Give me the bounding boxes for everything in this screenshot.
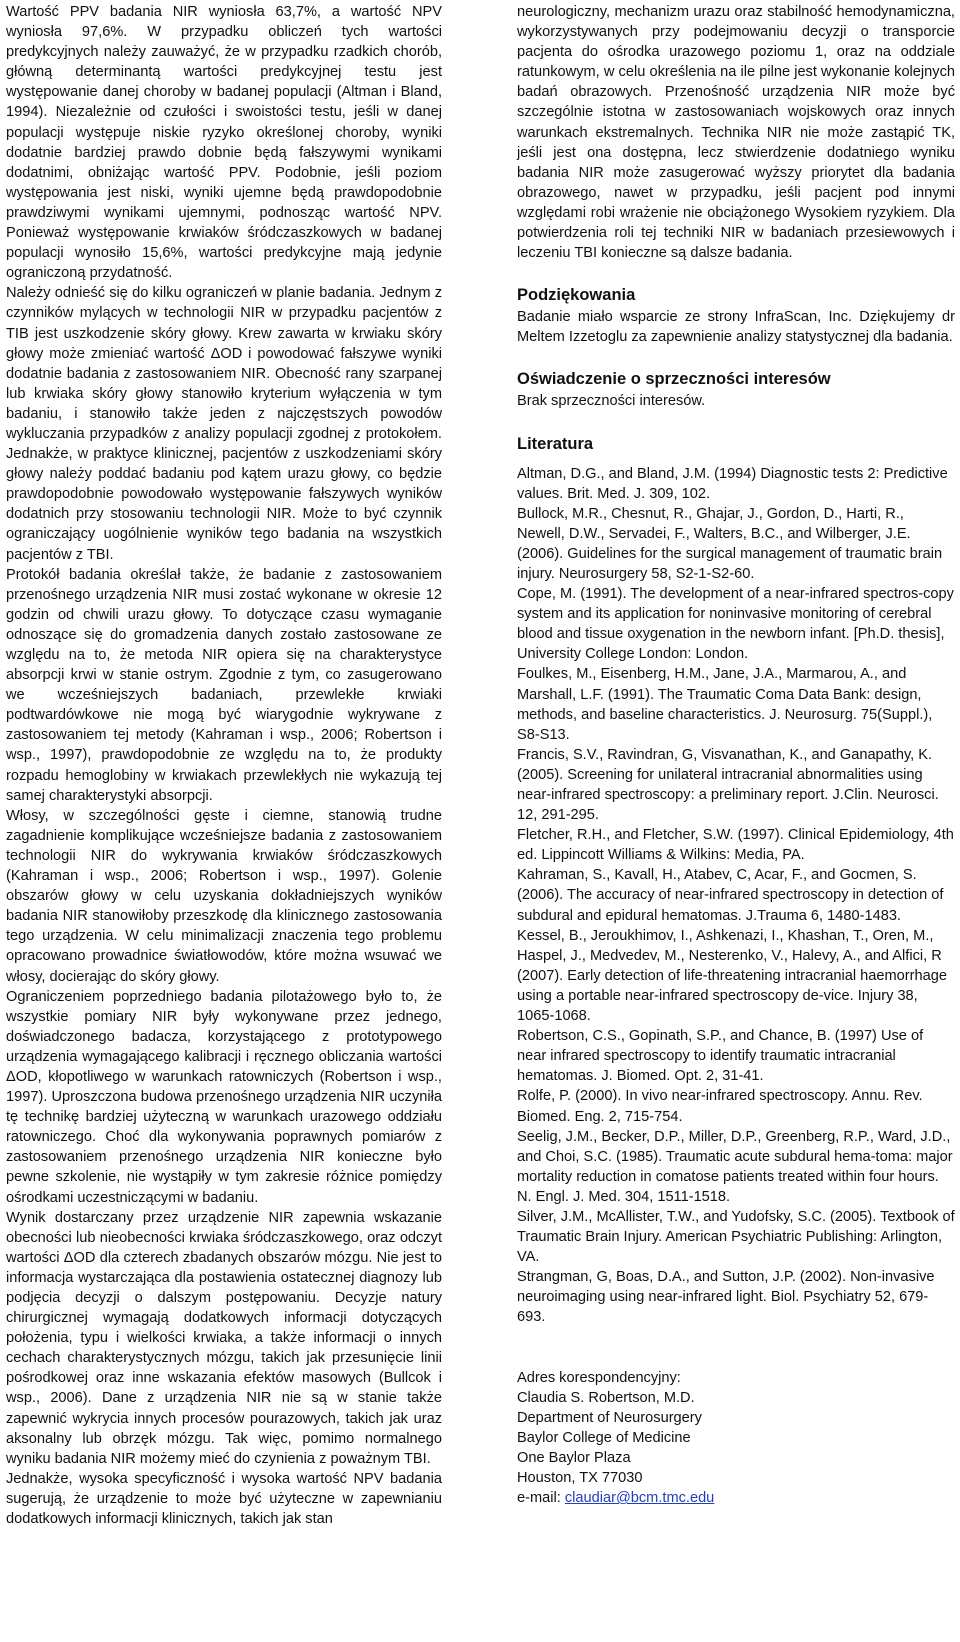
right-column	[517, 2, 955, 1508]
reference-item: Robertson, C.S., Gopinath, S.P., and Chance, B. (1997) Use of near infrared spectroscopy to identify traumatic intracranial hematomas. J. Biomed. Opt. 2, 31-41.	[517, 1028, 924, 1085]
reference-item: Seelig, J.M., Becker, D.P., Miller, D.P., Greenberg, R.P., Ward, J.D., and Choi, S.C. (1985). Traumatic acute subdural hema-toma: major mortality reduction in comatose patients treated within four hours. N. Engl. J. Med. 304, 1511-1518.	[517, 1128, 953, 1205]
body-paragraph: Ograniczeniem poprzedniego badania pilotażowego było to, że wszystkie pomiary NIR były wykonywane przez jednego, doświadczonego badacza, korzystającego z prototypowego urządzenia wymagającego kalibracji i ręcznego obliczania wartości ΔOD, kłopotliwego w warunkach ratowniczych (Robertson i wsp., 1997). Uproszczona budowa przenośnego urządzenia NIR uczyniła tę technikę bardziej użyteczną w warunkach urazowego oddziału ratowniczego. Choć dla wykonywania poprawnych pomiarów z zastosowaniem przenośnego urządzenia NIR konieczne było pewne szkolenie, nie wystąpiły w tym zakresie różnice pomiędzy ośrodkami uczestniczącymi w badaniu.	[6, 988, 442, 1206]
email-label: e-mail:	[517, 1490, 565, 1507]
acknowledgements-heading: Podziękowania	[517, 286, 636, 305]
reference-item: Bullock, M.R., Chesnut, R., Ghajar, J., Gordon, D., Harti, R., Newell, D.W., Servadei, F., Walters, B.C., and Wilberger, J.E. (2006). Guidelines for the surgical management of traumatic brain injury. Neurosurgery 58, S2-1-S2-60.	[517, 505, 943, 582]
body-paragraph: Włosy, w szczególności gęste i ciemne, stanowią trudne zagadnienie komplikujące wcześniejsze badania z zastosowaniem technologii NIR do wykrywania krwiaków śródczaszkowych (Kahraman i wsp., 2006; Robertson i wsp., 1997). Golenie obszarów głowy w celu uzyskania dokładniejszych wyników badania NIR stanowiłoby przeszkodę dla klinicznego zastosowania tego urządzenia. W celu minimalizacji znaczenia tego problemu opracowano prowadnice światłowodów, które można wsuwać we włosy, docierając do skóry głowy.	[6, 807, 442, 985]
reference-item: Kahraman, S., Kavall, H., Atabev, C, Acar, F., and Gocmen, S. (2006). The accuracy of near-infrared spectroscopy in detection of subdural and epidural hematomas. J.Trauma 6, 1480-1483.	[517, 867, 944, 924]
reference-item: Francis, S.V., Ravindran, G, Visvanathan, K., and Ganapathy, K. (2005). Screening for unilateral intracranial abnormalities using near-infrared spectroscopy: a preliminary report. J.Clin. Neurosci. 12, 291-295.	[517, 746, 939, 824]
reference-list	[517, 464, 955, 1328]
address-line: One Baylor Plaza	[517, 1449, 631, 1466]
email-line	[517, 1488, 955, 1508]
body-paragraph: Należy odnieść się do kilku ograniczeń w planie badania. Jednym z czynników mylących w technologii NIR w przypadku pacjentów z TIB jest uszkodzenie skóry głowy. Krew zawarta w krwiaku skóry głowy może zmieniać wartość ΔOD i powodować fałszywe wyniki dodatnie badania z zastosowaniem NIR. Obecność rany szarpanej lub krwiaka skóry głowy stanowiło kryterium wyłączenia w tym badaniu, i stanowiło także jeden z najczęstszych powodów wykluczania przypadków z analizy populacji zgodnej z protokołem. Jednakże, w praktyce klinicznej, pacjentów z uszkodzeniami skóry głowy należy poddać badaniu pod kątem urazu głowy, co będzie prawdopodobnie powodowało występowanie fałszywych wyników dodatnich przy stosowaniu technologii NIR. Może to być czynnik ograniczający uogólnienie wyników tego badania na wszystkich pacjentów z TBI.	[6, 285, 442, 563]
references-heading: Literatura	[517, 434, 594, 453]
reference-item: Fletcher, R.H., and Fletcher, S.W. (1997). Clinical Epidemiology, 4th ed. Lippincott Williams & Wilkins: Media, PA.	[517, 827, 954, 864]
reference-item: Cope, M. (1991). The development of a near-infrared spectros-copy system and its application for noninvasive monitoring of cerebral blood and tissue oxygenation in the newborn infant. [Ph.D. thesis], University College London: London.	[517, 586, 954, 663]
email-link[interactable]: claudiar@bcm.tmc.edu	[564, 1490, 715, 1507]
section-gap	[517, 456, 955, 464]
address-line: Department of Neurosurgery	[517, 1409, 702, 1426]
body-paragraph: Jednakże, wysoka specyficzność i wysoka wartość NPV badania sugerują, że urządzenie to może być użyteczne w zapewnianiu dodatkowych informacji klinicznych, takich jak stan	[6, 1470, 442, 1528]
reference-item: Silver, J.M., McAllister, T.W., and Yudofsky, S.C. (2005). Textbook of Traumatic Brain Injury. American Psychiatric Publishing: Arlington, VA.	[517, 1208, 955, 1266]
conflict-of-interest-heading: Oświadczenie o sprzeczności interesów	[517, 370, 831, 389]
body-paragraph: Wartość PPV badania NIR wyniosła 63,7%, a wartość NPV wyniosła 97,6%. W przypadku obliczeń tych wartości predykcyjnych należy zauważyć, że w przypadku rzadkich chorób, główną determinantą wartości predykcyjnej testu jest występowanie danej choroby w badanej populacji (Altman i Bland, 1994). Niezależnie od czułości i swoistości testu, jeśli w danej populacji występuje niskie ryzyko określonej choroby, wyniki dodatnie bardziej prawdo dobnie będą fałszywymi wynikami dodatnimi, obniżając wartość PPV. Podobnie, jeśli poziom występowania jest niski, wyniki ujemne będą prawdopodobnie prawdziwymi wynikami ujemnymi, podnosząc wartość NPV. Ponieważ występowanie krwiaków śródczaszkowych w badanej populacji wynosiło 15,6%, wartości predykcyjne mają jedynie ograniczoną przydatność.	[6, 4, 442, 282]
body-paragraph: Wynik dostarczany przez urządzenie NIR zapewnia wskazanie obecności lub nieobecności krwiaka śródczaszkowego, oraz odczyt wartości ΔOD dla czterech zbadanych obszarów mózgu. Nie jest to informacja wystarczająca dla postawienia ostatecznej diagnozy lub podjęcia decyzji o dalszym postępowaniu. Decyzje natury chirurgicznej wymagają dodatkowych informacji dotyczących położenia, typu i wielkości krwiaka, a także informacji o innych cechach charakterystycznych mózgu, takich jak przesunięcie linii pośrodkowej oraz inne wskazania efektów masowych (Bullcok i wsp., 2006). Dane z urządzenia NIR nie są w stanie także zapewnić wykrycia innych procesów pourazowych, takich jak uraz aksonalny lub obrzęk mózgu. Tak więc, pomimo normalnego wyniku badania NIR możemy mieć do czynienia z poważnym TBI.	[6, 1209, 442, 1467]
section-gap	[517, 412, 955, 432]
reference-item: Strangman, G, Boas, D.A., and Sutton, J.P. (2002). Non-invasive neuroimaging using near-infrared light. Biol. Psychiatry 52, 679-693.	[517, 1269, 935, 1326]
left-column	[6, 2, 442, 1529]
reference-item: Rolfe, P. (2000). In vivo near-infrared spectroscopy. Annu. Rev. Biomed. Eng. 2, 715-754.	[517, 1088, 923, 1125]
reference-item: Altman, D.G., and Bland, J.M. (1994) Diagnostic tests 2: Predictive values. Brit. Med. J. 309, 102.	[517, 465, 948, 502]
acknowledgements-text: Badanie miało wsparcie ze strony InfraScan, Inc. Dziękujemy dr Meltem Izzetoglu za zapewnienie analizy statystycznej dla badania.	[517, 309, 955, 346]
body-paragraph: neurologiczny, mechanizm urazu oraz stabilność hemodynamiczna, wykorzystywanych przy podejmowaniu decyzji o transporcie pacjenta do ośrodka urazowego poziomu 1, oraz na oddziale ratunkowym, w celu określenia na ile pilne jest wykonanie kolejnych badań obrazowych. Przenośność urządzenia NIR może być szczególnie istotna w zastosowaniach wojskowych oraz innych warunkach ekstremalnych. Technika NIR nie może zastąpić TK, jeśli jest ona dostępna, lecz stwierdzenie dodatniego wyniku badania NIR może zasugerować wyższy priorytet dla badania obrazowego, nawet w przypadku, jeśli pacjent pod innymi względami robi wrażenie nie obciążonego Wysokiem ryzykiem. Dla potwierdzenia roli tej techniki NIR w badaniach przesiewowych i leczeniu TBI konieczne są dalsze badania.	[517, 4, 955, 262]
section-gap	[517, 1328, 955, 1368]
address-label: Adres korespondencyjny:	[517, 1369, 681, 1386]
conflict-of-interest-text: Brak sprzeczności interesów.	[517, 393, 706, 410]
address-line: Baylor College of Medicine	[517, 1429, 691, 1446]
body-paragraph: Protokół badania określał także, że badanie z zastosowaniem przenośnego urządzenia NIR musi zostać wykonane w okresie 12 godzin od chwili urazu głowy. To dotyczące czasu wymaganie odnoszące się do gromadzenia danych zostało zastosowane ze względu na to, że metoda NIR opiera się na charakterystyce absorpcji krwi w stanie ostrym. Zgodnie z tym, co zasugerowano we wcześniejszych badaniach, przewlekłe krwiaki podtwardówkowe nie mogą być wiarygodnie wykrywane z zastosowaniem tej metody (Kahraman i wsp., 2006; Robertson i wsp., 1997), prawdopodobnie ze względu na to, że produkty rozpadu hemoglobiny w krwiakach przewlekłych nie wykazują tej samej charakterystyki absorpcji.	[6, 566, 442, 804]
section-gap	[517, 347, 955, 367]
reference-item: Kessel, B., Jeroukhimov, I., Ashkenazi, I., Khashan, T., Oren, M., Haspel, J., Medvedev, M., Nesterenko, V., Halevy, A., and Alfici, R (2007). Early detection of life-threatening intracranial haemorrhage using a portable near-infrared spectroscopy de-vice. Injury 38, 1065-1068.	[517, 927, 947, 1025]
correspondence-address	[517, 1368, 955, 1509]
section-gap	[517, 263, 955, 283]
reference-item: Foulkes, M., Eisenberg, H.M., Jane, J.A., Marmarou, A., and Marshall, L.F. (1991). The Traumatic Coma Data Bank: design, methods, and baseline characteristics. J. Neurosurg. 75(Suppl.), S8-S13.	[517, 666, 933, 743]
address-line: Houston, TX 77030	[517, 1470, 643, 1486]
address-line: Claudia S. Robertson, M.D.	[517, 1389, 695, 1406]
